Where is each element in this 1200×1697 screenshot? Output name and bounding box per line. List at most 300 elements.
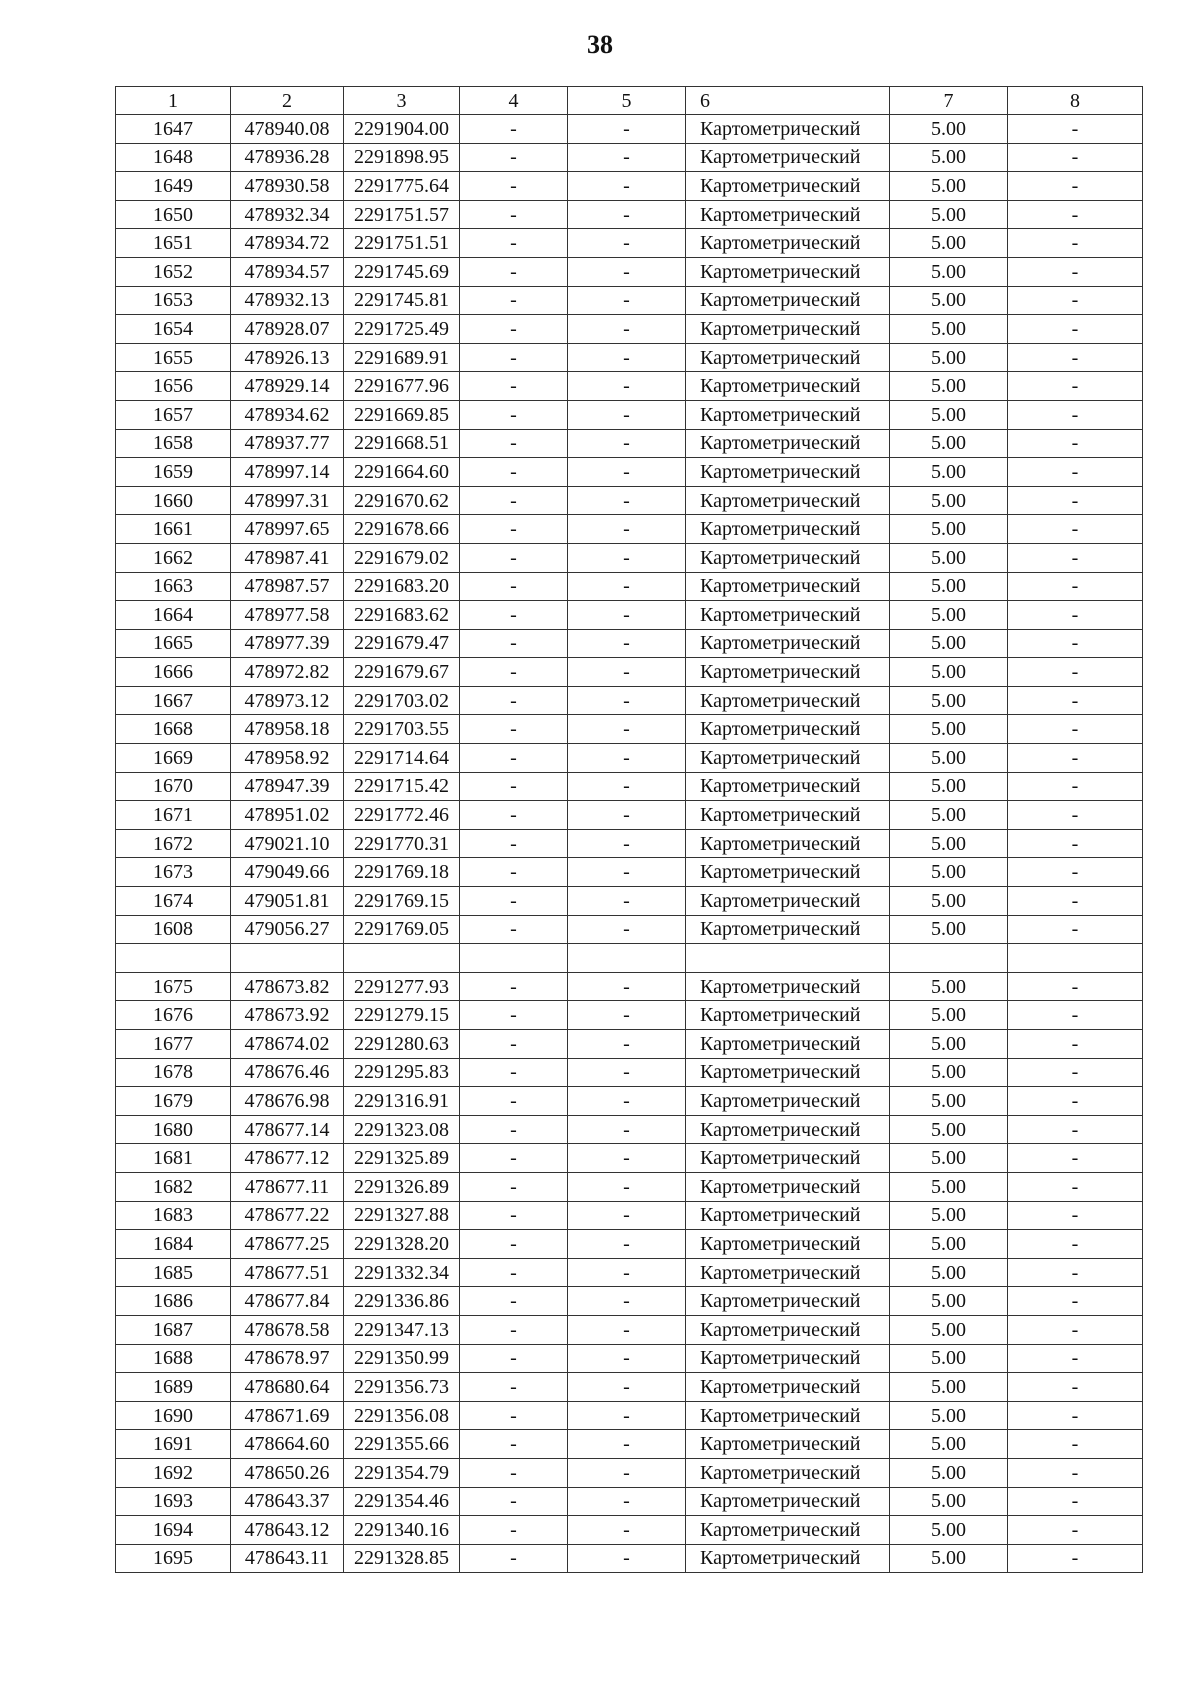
cell-col-8: - (1008, 1315, 1143, 1344)
cell-col-4: - (460, 1258, 568, 1287)
table-row (116, 1230, 1143, 1259)
cell-col-8: - (1008, 1287, 1143, 1316)
cell-accuracy (890, 944, 1008, 973)
table-row (116, 1315, 1143, 1344)
cell-point-number: 1667 (116, 686, 231, 715)
cell-point-number: 1669 (116, 744, 231, 773)
cell-col-4: - (460, 1058, 568, 1087)
table-row (116, 257, 1143, 286)
cell-x-coordinate: 478958.92 (231, 744, 344, 773)
cell-x-coordinate: 478677.22 (231, 1201, 344, 1230)
cell-point-number: 1674 (116, 887, 231, 916)
cell-accuracy: 5.00 (890, 486, 1008, 515)
cell-method: Картометрический (686, 429, 890, 458)
cell-method: Картометрический (686, 1544, 890, 1573)
table-row (116, 1430, 1143, 1459)
cell-col-4: - (460, 257, 568, 286)
cell-col-5: - (568, 601, 686, 630)
cell-x-coordinate: 478677.84 (231, 1287, 344, 1316)
cell-col-5: - (568, 400, 686, 429)
cell-x-coordinate: 478678.58 (231, 1315, 344, 1344)
table-row (116, 915, 1143, 944)
cell-col-4: - (460, 1458, 568, 1487)
cell-col-5: - (568, 1544, 686, 1573)
table-row (116, 543, 1143, 572)
cell-col-8: - (1008, 315, 1143, 344)
cell-col-8: - (1008, 744, 1143, 773)
cell-x-coordinate: 478977.39 (231, 629, 344, 658)
cell-col-4: - (460, 1087, 568, 1116)
cell-col-5: - (568, 1344, 686, 1373)
cell-method: Картометрический (686, 1401, 890, 1430)
cell-x-coordinate: 478677.14 (231, 1115, 344, 1144)
cell-col-8: - (1008, 343, 1143, 372)
cell-y-coordinate: 2291725.49 (344, 315, 460, 344)
cell-x-coordinate: 479021.10 (231, 829, 344, 858)
cell-y-coordinate: 2291323.08 (344, 1115, 460, 1144)
cell-point-number: 1661 (116, 515, 231, 544)
table-row (116, 944, 1143, 973)
cell-point-number: 1687 (116, 1315, 231, 1344)
cell-col-8: - (1008, 1487, 1143, 1516)
cell-y-coordinate: 2291355.66 (344, 1430, 460, 1459)
cell-accuracy: 5.00 (890, 400, 1008, 429)
cell-y-coordinate: 2291769.18 (344, 858, 460, 887)
cell-point-number: 1676 (116, 1001, 231, 1030)
cell-accuracy: 5.00 (890, 715, 1008, 744)
cell-col-4: - (460, 1516, 568, 1545)
cell-accuracy: 5.00 (890, 858, 1008, 887)
cell-col-4: - (460, 829, 568, 858)
cell-accuracy: 5.00 (890, 972, 1008, 1001)
cell-col-8: - (1008, 601, 1143, 630)
cell-y-coordinate: 2291668.51 (344, 429, 460, 458)
table-row (116, 1172, 1143, 1201)
cell-col-4: - (460, 1172, 568, 1201)
cell-point-number: 1654 (116, 315, 231, 344)
cell-y-coordinate: 2291332.34 (344, 1258, 460, 1287)
cell-col-5: - (568, 972, 686, 1001)
cell-method: Картометрический (686, 601, 890, 630)
cell-method (686, 944, 890, 973)
cell-point-number: 1648 (116, 143, 231, 172)
table-row (116, 200, 1143, 229)
cell-col-4: - (460, 1201, 568, 1230)
cell-y-coordinate: 2291328.85 (344, 1544, 460, 1573)
cell-col-8: - (1008, 1087, 1143, 1116)
cell-x-coordinate: 479056.27 (231, 915, 344, 944)
cell-accuracy: 5.00 (890, 257, 1008, 286)
cell-y-coordinate: 2291703.55 (344, 715, 460, 744)
cell-method: Картометрический (686, 1315, 890, 1344)
cell-col-4: - (460, 715, 568, 744)
header-cell-4: 4 (460, 87, 568, 115)
cell-x-coordinate: 478997.14 (231, 458, 344, 487)
cell-col-4: - (460, 686, 568, 715)
cell-col-8: - (1008, 1258, 1143, 1287)
cell-col-8: - (1008, 229, 1143, 258)
table-row (116, 429, 1143, 458)
cell-method: Картометрический (686, 858, 890, 887)
cell-method: Картометрический (686, 1115, 890, 1144)
cell-method: Картометрический (686, 1458, 890, 1487)
table-row (116, 458, 1143, 487)
cell-point-number: 1658 (116, 429, 231, 458)
cell-accuracy: 5.00 (890, 229, 1008, 258)
cell-y-coordinate: 2291325.89 (344, 1144, 460, 1173)
header-cell-8: 8 (1008, 87, 1143, 115)
table-row (116, 1458, 1143, 1487)
cell-method: Картометрический (686, 1430, 890, 1459)
cell-col-8: - (1008, 629, 1143, 658)
cell-accuracy: 5.00 (890, 1201, 1008, 1230)
cell-col-4: - (460, 1401, 568, 1430)
cell-method: Картометрический (686, 372, 890, 401)
header-cell-1: 1 (116, 87, 231, 115)
table-row (116, 143, 1143, 172)
cell-x-coordinate: 478934.62 (231, 400, 344, 429)
table-row (116, 887, 1143, 916)
cell-col-4: - (460, 315, 568, 344)
cell-x-coordinate: 478929.14 (231, 372, 344, 401)
cell-point-number: 1692 (116, 1458, 231, 1487)
cell-col-4: - (460, 1430, 568, 1459)
cell-col-4: - (460, 143, 568, 172)
cell-col-8: - (1008, 1230, 1143, 1259)
table-row (116, 315, 1143, 344)
cell-y-coordinate: 2291751.57 (344, 200, 460, 229)
cell-col-8: - (1008, 1115, 1143, 1144)
cell-col-5: - (568, 1430, 686, 1459)
cell-accuracy: 5.00 (890, 1001, 1008, 1030)
cell-col-4: - (460, 286, 568, 315)
cell-accuracy: 5.00 (890, 1230, 1008, 1259)
cell-col-4: - (460, 1287, 568, 1316)
cell-col-8: - (1008, 458, 1143, 487)
cell-x-coordinate: 478678.97 (231, 1344, 344, 1373)
cell-col-5: - (568, 686, 686, 715)
cell-point-number: 1695 (116, 1544, 231, 1573)
cell-col-5: - (568, 315, 686, 344)
cell-method: Картометрический (686, 1230, 890, 1259)
cell-method: Картометрический (686, 200, 890, 229)
cell-col-5: - (568, 1373, 686, 1402)
cell-x-coordinate: 478972.82 (231, 658, 344, 687)
cell-accuracy: 5.00 (890, 572, 1008, 601)
table-row (116, 229, 1143, 258)
cell-point-number: 1647 (116, 115, 231, 144)
cell-col-8: - (1008, 486, 1143, 515)
cell-col-4: - (460, 601, 568, 630)
cell-point-number: 1690 (116, 1401, 231, 1430)
cell-col-4 (460, 944, 568, 973)
cell-point-number: 1689 (116, 1373, 231, 1402)
cell-method: Картометрический (686, 400, 890, 429)
cell-col-5: - (568, 572, 686, 601)
cell-col-4: - (460, 744, 568, 773)
table-row (116, 1258, 1143, 1287)
cell-col-8: - (1008, 772, 1143, 801)
cell-col-8: - (1008, 543, 1143, 572)
cell-y-coordinate: 2291670.62 (344, 486, 460, 515)
cell-col-8: - (1008, 658, 1143, 687)
cell-col-4: - (460, 1030, 568, 1059)
cell-accuracy: 5.00 (890, 1315, 1008, 1344)
cell-y-coordinate: 2291669.85 (344, 400, 460, 429)
table-row (116, 1487, 1143, 1516)
cell-point-number: 1694 (116, 1516, 231, 1545)
cell-point-number: 1678 (116, 1058, 231, 1087)
cell-accuracy: 5.00 (890, 1115, 1008, 1144)
cell-x-coordinate: 478936.28 (231, 143, 344, 172)
cell-point-number: 1664 (116, 601, 231, 630)
table-row (116, 772, 1143, 801)
cell-x-coordinate: 478997.31 (231, 486, 344, 515)
cell-method: Картометрический (686, 1344, 890, 1373)
cell-col-5: - (568, 515, 686, 544)
cell-method: Картометрический (686, 972, 890, 1001)
table-row (116, 858, 1143, 887)
cell-x-coordinate: 478934.57 (231, 257, 344, 286)
cell-col-8: - (1008, 143, 1143, 172)
cell-method: Картометрический (686, 772, 890, 801)
cell-col-8: - (1008, 972, 1143, 1001)
cell-y-coordinate: 2291678.66 (344, 515, 460, 544)
cell-col-5: - (568, 715, 686, 744)
cell-accuracy: 5.00 (890, 343, 1008, 372)
cell-y-coordinate: 2291751.51 (344, 229, 460, 258)
cell-col-8: - (1008, 1458, 1143, 1487)
cell-x-coordinate: 478677.12 (231, 1144, 344, 1173)
cell-col-4: - (460, 801, 568, 830)
cell-point-number: 1666 (116, 658, 231, 687)
table-row (116, 115, 1143, 144)
cell-y-coordinate: 2291898.95 (344, 143, 460, 172)
cell-point-number: 1693 (116, 1487, 231, 1516)
cell-y-coordinate: 2291316.91 (344, 1087, 460, 1116)
cell-x-coordinate: 478650.26 (231, 1458, 344, 1487)
cell-accuracy: 5.00 (890, 829, 1008, 858)
cell-col-4: - (460, 458, 568, 487)
cell-col-5: - (568, 429, 686, 458)
cell-method: Картометрический (686, 172, 890, 201)
cell-method: Картометрический (686, 744, 890, 773)
table-row (116, 1115, 1143, 1144)
cell-col-5: - (568, 229, 686, 258)
cell-col-8: - (1008, 858, 1143, 887)
header-cell-6: 6 (686, 87, 890, 115)
cell-col-5: - (568, 801, 686, 830)
cell-col-4: - (460, 543, 568, 572)
cell-point-number: 1686 (116, 1287, 231, 1316)
cell-col-5: - (568, 1258, 686, 1287)
table-row (116, 400, 1143, 429)
table-row (116, 1030, 1143, 1059)
cell-accuracy: 5.00 (890, 629, 1008, 658)
cell-method: Картометрический (686, 629, 890, 658)
cell-col-8: - (1008, 1430, 1143, 1459)
cell-accuracy: 5.00 (890, 429, 1008, 458)
cell-y-coordinate: 2291683.20 (344, 572, 460, 601)
cell-y-coordinate: 2291769.15 (344, 887, 460, 916)
cell-accuracy: 5.00 (890, 172, 1008, 201)
cell-method: Картометрический (686, 829, 890, 858)
cell-y-coordinate: 2291770.31 (344, 829, 460, 858)
cell-point-number: 1660 (116, 486, 231, 515)
cell-col-8: - (1008, 715, 1143, 744)
cell-y-coordinate: 2291679.47 (344, 629, 460, 658)
cell-col-8: - (1008, 1373, 1143, 1402)
cell-y-coordinate: 2291683.62 (344, 601, 460, 630)
cell-accuracy: 5.00 (890, 515, 1008, 544)
cell-col-5: - (568, 1401, 686, 1430)
header-cell-5: 5 (568, 87, 686, 115)
cell-accuracy: 5.00 (890, 372, 1008, 401)
cell-point-number: 1675 (116, 972, 231, 1001)
cell-y-coordinate: 2291714.64 (344, 744, 460, 773)
cell-col-5: - (568, 115, 686, 144)
table-row (116, 1401, 1143, 1430)
cell-y-coordinate: 2291769.05 (344, 915, 460, 944)
cell-x-coordinate: 478664.60 (231, 1430, 344, 1459)
cell-col-5: - (568, 286, 686, 315)
cell-col-8: - (1008, 1172, 1143, 1201)
cell-accuracy: 5.00 (890, 1258, 1008, 1287)
cell-y-coordinate: 2291677.96 (344, 372, 460, 401)
table-row (116, 1287, 1143, 1316)
cell-col-5: - (568, 343, 686, 372)
cell-y-coordinate: 2291327.88 (344, 1201, 460, 1230)
cell-col-8: - (1008, 1516, 1143, 1545)
cell-accuracy: 5.00 (890, 744, 1008, 773)
cell-x-coordinate: 478928.07 (231, 315, 344, 344)
cell-col-5: - (568, 143, 686, 172)
cell-col-8: - (1008, 1030, 1143, 1059)
cell-col-8: - (1008, 829, 1143, 858)
cell-method: Картометрический (686, 1087, 890, 1116)
cell-point-number: 1656 (116, 372, 231, 401)
cell-method: Картометрический (686, 1201, 890, 1230)
table-row (116, 286, 1143, 315)
cell-accuracy: 5.00 (890, 543, 1008, 572)
cell-point-number (116, 944, 231, 973)
cell-method: Картометрический (686, 486, 890, 515)
cell-col-4: - (460, 658, 568, 687)
table-row (116, 172, 1143, 201)
coordinates-table (115, 86, 1143, 1573)
table-row (116, 1344, 1143, 1373)
table-row (116, 1373, 1143, 1402)
cell-method: Картометрический (686, 1030, 890, 1059)
cell-y-coordinate: 2291354.79 (344, 1458, 460, 1487)
cell-point-number: 1680 (116, 1115, 231, 1144)
cell-y-coordinate: 2291904.00 (344, 115, 460, 144)
cell-point-number: 1683 (116, 1201, 231, 1230)
cell-y-coordinate: 2291703.02 (344, 686, 460, 715)
cell-y-coordinate: 2291354.46 (344, 1487, 460, 1516)
cell-col-5: - (568, 829, 686, 858)
cell-accuracy: 5.00 (890, 686, 1008, 715)
cell-col-4: - (460, 1344, 568, 1373)
cell-col-8: - (1008, 372, 1143, 401)
cell-y-coordinate: 2291745.81 (344, 286, 460, 315)
table-row (116, 686, 1143, 715)
cell-y-coordinate: 2291280.63 (344, 1030, 460, 1059)
cell-col-5: - (568, 887, 686, 916)
cell-col-5: - (568, 1516, 686, 1545)
cell-accuracy: 5.00 (890, 458, 1008, 487)
cell-col-8: - (1008, 1544, 1143, 1573)
cell-y-coordinate: 2291664.60 (344, 458, 460, 487)
table-row (116, 1058, 1143, 1087)
cell-col-8: - (1008, 1001, 1143, 1030)
cell-accuracy: 5.00 (890, 1030, 1008, 1059)
cell-accuracy: 5.00 (890, 1458, 1008, 1487)
table-row (116, 629, 1143, 658)
cell-point-number: 1663 (116, 572, 231, 601)
table-row (116, 1087, 1143, 1116)
cell-col-8: - (1008, 515, 1143, 544)
cell-accuracy: 5.00 (890, 115, 1008, 144)
cell-x-coordinate: 478932.13 (231, 286, 344, 315)
cell-x-coordinate: 478674.02 (231, 1030, 344, 1059)
cell-x-coordinate: 478937.77 (231, 429, 344, 458)
cell-col-4: - (460, 1373, 568, 1402)
header-cell-3: 3 (344, 87, 460, 115)
cell-col-5: - (568, 1287, 686, 1316)
cell-col-4: - (460, 115, 568, 144)
cell-col-5: - (568, 858, 686, 887)
cell-col-5: - (568, 1172, 686, 1201)
cell-method: Картометрический (686, 257, 890, 286)
cell-accuracy: 5.00 (890, 1087, 1008, 1116)
cell-col-5: - (568, 1230, 686, 1259)
cell-col-8: - (1008, 887, 1143, 916)
cell-x-coordinate: 478930.58 (231, 172, 344, 201)
table-row (116, 744, 1143, 773)
cell-accuracy: 5.00 (890, 1373, 1008, 1402)
table-row (116, 1516, 1143, 1545)
cell-x-coordinate: 478947.39 (231, 772, 344, 801)
cell-x-coordinate: 478677.11 (231, 1172, 344, 1201)
table-row (116, 601, 1143, 630)
cell-y-coordinate (344, 944, 460, 973)
cell-point-number: 1677 (116, 1030, 231, 1059)
cell-col-5: - (568, 1315, 686, 1344)
cell-col-4: - (460, 400, 568, 429)
cell-col-4: - (460, 343, 568, 372)
cell-x-coordinate: 478973.12 (231, 686, 344, 715)
cell-point-number: 1684 (116, 1230, 231, 1259)
cell-accuracy: 5.00 (890, 1058, 1008, 1087)
cell-col-5: - (568, 744, 686, 773)
cell-col-5: - (568, 200, 686, 229)
cell-col-4: - (460, 1315, 568, 1344)
cell-method: Картометрический (686, 343, 890, 372)
table-row (116, 1144, 1143, 1173)
cell-y-coordinate: 2291772.46 (344, 801, 460, 830)
table-row (116, 658, 1143, 687)
cell-point-number: 1691 (116, 1430, 231, 1459)
cell-col-8: - (1008, 257, 1143, 286)
cell-col-5 (568, 944, 686, 973)
cell-accuracy: 5.00 (890, 1516, 1008, 1545)
cell-method: Картометрический (686, 543, 890, 572)
cell-y-coordinate: 2291279.15 (344, 1001, 460, 1030)
cell-x-coordinate: 478987.41 (231, 543, 344, 572)
cell-method: Картометрический (686, 315, 890, 344)
cell-col-4: - (460, 515, 568, 544)
